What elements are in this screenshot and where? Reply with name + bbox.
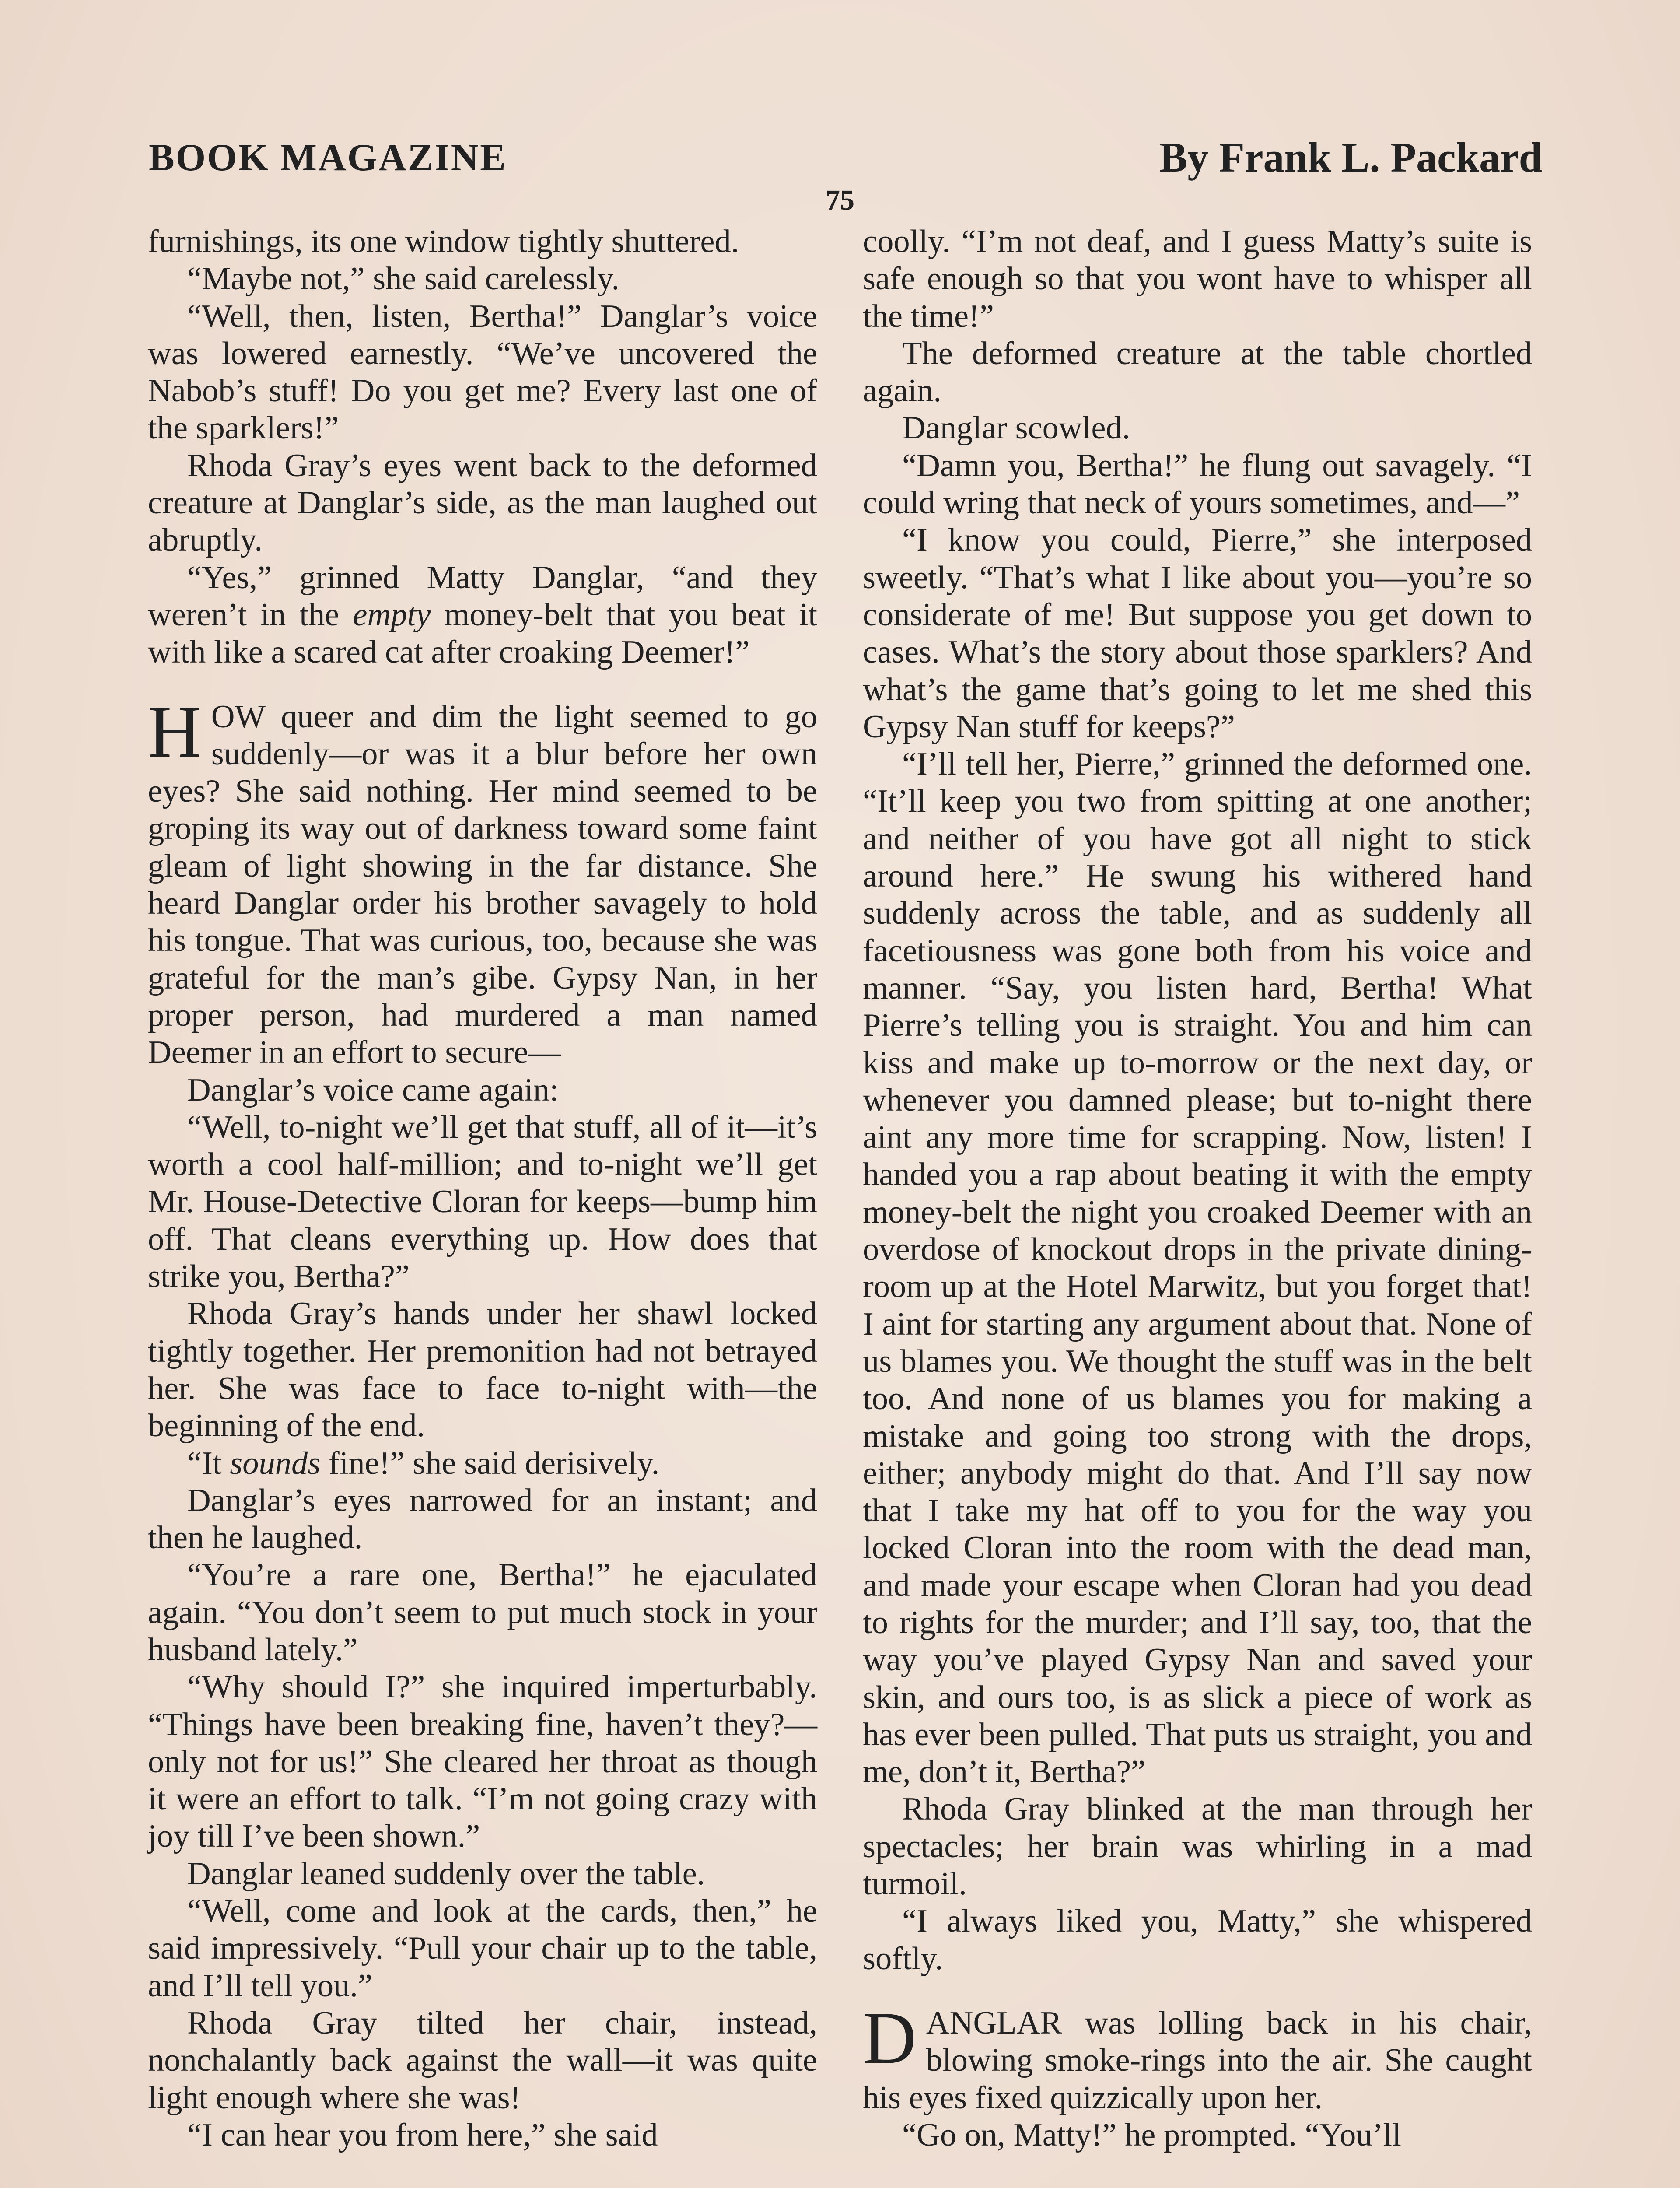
paragraph-text: The deformed creature at the table chortled again. [863, 335, 1532, 409]
paragraph [863, 410, 1532, 447]
paragraph [863, 447, 1532, 522]
paragraph [863, 335, 1532, 410]
paragraph [148, 1669, 817, 1855]
paragraph [148, 1482, 817, 1557]
paragraph [863, 1791, 1532, 1903]
paragraph [148, 298, 817, 447]
drop-cap: D [863, 1996, 917, 2079]
paragraph-text: “I’ll tell her, Pierre,” grinned the deformed one. “It’ll keep you two from spitting at one another; and neither of you have got all night to stick around here.” He swung his withered hand suddenly across the table, and as suddenly all facetiousness was gone both from his voice and manner. “Say, you listen hard, Bertha! What Pierre’s telling you is straight. You and him can kiss and make up to-morrow or the next day, or whenever you damned please; but to-night there aint any more time for scrapping. Now, listen! I handed you a rap about beating it with the empty money-belt the night you croaked Deemer with an overdose of knockout drops in the private dining-room up at the Hotel Marwitz, but you forget that! I aint for starting any argument about that. None of us blames you. We thought the stuff was in the belt too. And none of us blames you for making a mistake and going too strong with the drops, either; anybody might do that. And I’ll say now that I take my hat off to you for the way you locked Cloran into the room with the dead man, and made your escape when Cloran had you dead to rights for the murder; and I’ll say, too, that the way you’ve played Gypsy Nan and saved your skin, and ours too, is as slick a piece of work as has ever been pulled. That puts us straight, you and me, don’t it, Bertha?” [863, 746, 1532, 1790]
paragraph-text: Rhoda Gray’s eyes went back to the deformed creature at Danglar’s side, as the man laughed out abruptly. [148, 447, 817, 558]
paragraph-text: Danglar leaned suddenly over the table. [187, 1855, 705, 1892]
paragraph: “It sounds fine!” she said derisively. [187, 1445, 660, 1481]
paragraph [148, 1855, 817, 1893]
paragraph-text: Rhoda Gray’s hands under her shawl locked tightly together. Her premonition had not betrayed her. She was face to face to-night with—the beginning of the end. [148, 1296, 817, 1444]
paragraph [863, 1996, 1532, 2117]
paragraph [148, 1893, 817, 2005]
paragraph-text: coolly. “I’m not deaf, and I guess Matty’s suite is safe enough so that you wont have to whisper all the time!” [863, 224, 1532, 334]
emphasized-word: empty [353, 596, 431, 633]
paragraph-text: “Well, come and look at the cards, then,” he said impressively. “Pull your chair up to the table, and I’ll tell you.” [148, 1893, 817, 2004]
page-header [149, 127, 1542, 179]
paragraph [148, 2005, 817, 2117]
paragraph [148, 1295, 817, 1445]
paragraph-text: “Damn you, Bertha!” he flung out savagely. “I could wring that neck of yours sometimes, and—” [863, 447, 1532, 521]
paragraph [148, 1072, 817, 1109]
paragraph-text: “Maybe not,” she said carelessly. [187, 261, 620, 297]
page-number: 75 [826, 184, 854, 216]
paragraph-text: “I always liked you, Matty,” she whispered softly. [863, 1903, 1532, 1977]
paragraph-text: “Go on, Matty!” he prompted. “You’ll [902, 2117, 1401, 2153]
left-text-column [148, 223, 817, 2154]
drop-cap: H [148, 690, 202, 773]
paragraph-text: Danglar scowled. [902, 410, 1130, 446]
paragraph-text: “Well, then, listen, Bertha!” Danglar’s voice was lowered earnestly. “We’ve uncovered the Nabob’s stuff! Do you get me? Every last one of the sparklers!” [148, 298, 817, 446]
paragraph [863, 1903, 1532, 1978]
paragraph [863, 223, 1532, 335]
paragraph [148, 1557, 817, 1669]
paragraph [148, 690, 817, 1072]
paragraph-text: Danglar’s voice came again: [187, 1072, 559, 1108]
paragraph-text: ANGLAR was lolling back in his chair, blowing smoke-rings into the air. She caught his eyes fixed quizzically upon her. [863, 2005, 1532, 2116]
paragraph-text: Danglar’s eyes narrowed for an instant; and then he laughed. [148, 1482, 817, 1556]
paragraph-text: “Why should I?” she inquired imperturbably. “Things have been breaking fine, haven’t they?—only not for us!” She cleared her throat as though it were an effort to talk. “I’m not going crazy with joy till I’ve been shown.” [148, 1669, 817, 1855]
paragraph [148, 2117, 817, 2154]
paragraph-text: OW queer and dim the light seemed to go suddenly—or was it a blur before her own eyes? She said nothing. Her mind seemed to be groping its way out of darkness toward some faint gleam of light showing in the far distance. She heard Danglar order his brother savagely to hold his tongue. That was curious, too, because she was grateful for the man’s gibe. Gypsy Nan, in her proper person, had murdered a man named Deemer in an effort to secure— [148, 698, 817, 1071]
paragraph-text: Rhoda Gray tilted her chair, instead, nonchalantly back against the wall—it was quite light enough where she was! [148, 2005, 817, 2116]
paragraph [148, 223, 817, 260]
paragraph [148, 260, 817, 298]
paragraph-text: furnishings, its one window tightly shuttered. [148, 224, 739, 259]
emphasized-word: sounds [230, 1445, 321, 1481]
paragraph-text: Rhoda Gray blinked at the man through her spectacles; her brain was whirling in a mad turmoil. [863, 1791, 1532, 1902]
author-byline: By Frank L. Packard [1159, 134, 1542, 181]
right-text-column [863, 223, 1532, 2154]
paragraph [863, 522, 1532, 746]
paragraph-text: “You’re a rare one, Bertha!” he ejaculated again. “You don’t seem to put much stock in your husband lately.” [148, 1557, 817, 1668]
magazine-title: BOOK MAGAZINE [149, 137, 507, 179]
paragraph [148, 447, 817, 559]
paragraph-text: “I know you could, Pierre,” she interposed sweetly. “That’s what I like about you—you’re so considerate of me! But suppose you get down to cases. What’s the story about those sparklers? And what’s the game that’s going to let me shed this Gypsy Nan stuff for keeps?” [863, 522, 1532, 745]
paragraph-text: “Well, to-night we’ll get that stuff, all of it—it’s worth a cool half-million; and to-night we’ll get Mr. House-Detective Cloran for keeps—bump him off. That cleans everything up. How does that strike you, Bertha?” [148, 1109, 817, 1295]
paragraph [863, 2117, 1532, 2154]
paragraph [148, 1109, 817, 1295]
paragraph-text: “I can hear you from here,” she said [187, 2117, 658, 2153]
paragraph: “Yes,” grinned Matty Danglar, “and they weren’t in the empty money-belt that you beat it with like a scared cat after croaking Deemer!” [148, 559, 817, 670]
paragraph [863, 746, 1532, 1791]
